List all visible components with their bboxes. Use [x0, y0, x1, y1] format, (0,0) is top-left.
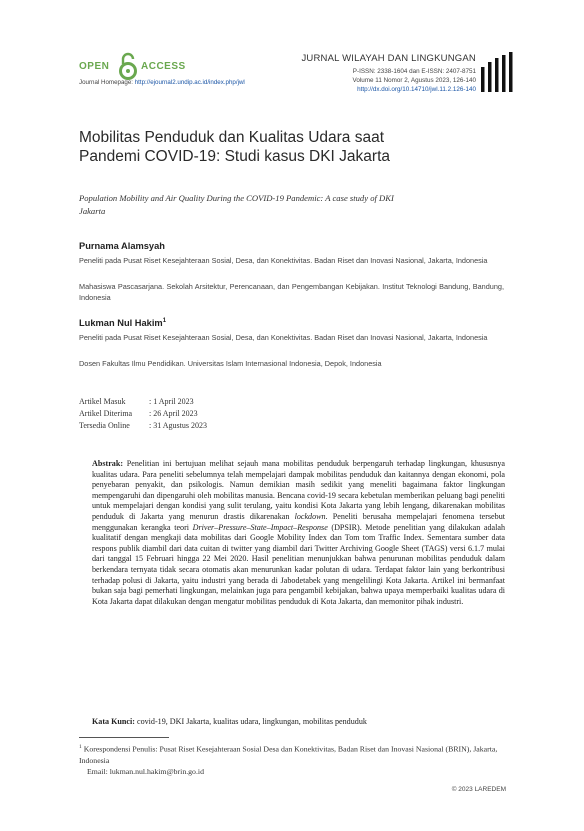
- open-access-logo-left: OPEN: [79, 61, 110, 72]
- footnote: $^1$ Korespondensi Penulis: Pusat Riset Kesejahteraan Sosial Desa dan Konektivitas, Badan Riset dan Inovasi Nasional (BRIN), Jakarta, Indonesia: [79, 744, 498, 765]
- author-affiliation: Mahasiswa Pascasarjana. Sekolah Arsitektur, Perencanaan, dan Pengembangan Kebijakan. Institut Teknologi Bandung, Bandung, Indonesia: [79, 282, 504, 302]
- article-dates: [79, 396, 207, 432]
- abstract: Abstrak: Penelitian ini bertujuan melihat sejauh mana mobilitas penduduk berpengaruh terhadap lingkungan, khususnya kualitas udara. Para peneliti sebelumnya telah mempelajari dampak mobilitas penduduk dan kaitannya dengan ekonomi, pola penyebaran penyakit, dan psikologis. Namun demikian masih sedikit yang meneliti bagaimana faktor lingkungan mempengaruhi dan dipengaruhi oleh mobilitas manusia. Bencana covid-19 secara kebetulan memberikan peluang bagi peneliti untuk mempelajari dengan kondisi yang sulit terulang, yaitu kondisi Kota Jakarta yang lebih lengang, dikarenakan mobilitas penduduk di Jakarta yang menurun drastis dikarenakan lockdown. Peneliti berusaha mempelajari fenomena tersebut menggunakan kerangka teori Driver–Pressure–State–Impact–Response (DPSIR). Metode penelitian yang dilakukan adalah kualitatif dengan mengkaji data mobilitas dari Google Mobility Index dan Tom tom Traffic Index. Sementara sumber data respons publik diambil dari data cuitan di twitter yang diambil dari Twitter Archiving Google Sheet (TAGS) versi 6.1.7 mulai dari tanggal 15 Februari hingga 22 Mei 2020. Hasil penelitian menunjukkan bahwa penurunan mobilitas penduduk dalam berkendara ternyata tidak secara otomatis akan menurunkan kadar polutan di udara. Terdapat faktor lain yang berkontribusi terhadap polusi di Jakarta, yaitu industri yang berada di Jabodetabek yang mengelilingi Kota Jakarta. Artikel ini bermanfaat bukan saja bagi pemerhati lingkungan, melainkan juga para pengambil kebijakan, bahwa upaya memperbaiki kualitas udara di Kota Jakarta dapat dilakukan dengan mengatur mobilitas penduduk di Kota Jakarta, dan memonitor pihak industri.: [92, 459, 506, 606]
- journal-issn: P-ISSN: 2338-1604 dan E-ISSN: 2407-8751: [352, 68, 476, 75]
- keywords: [92, 717, 505, 726]
- journal-volume: Volume 11 Nomor 2, Agustus 2023, 126-140: [352, 77, 476, 84]
- author-affiliation: Peneliti pada Pusat Riset Kesejahteraan Sosial, Desa, dan Konektivitas. Badan Riset dan Inovasi Nasional, Jakarta, Indonesia: [79, 333, 488, 342]
- footnote-marker: 1: [162, 318, 167, 324]
- homepage-label: Journal Homepage:: [79, 79, 135, 86]
- date-row-online: Tersedia Online : 31 Agustus 2023: [79, 421, 208, 430]
- journal-homepage: [79, 79, 245, 86]
- open-access-logo-right: ACCESS: [141, 61, 186, 72]
- date-row-received: Artikel Masuk : 1 April 2023: [79, 397, 194, 406]
- author-name: Lukman Nul Hakim$^1$: [79, 318, 167, 329]
- homepage-link[interactable]: http://ejournal2.undip.ac.id/index.php/jwl: [134, 79, 245, 86]
- article-title: Mobilitas Penduduk dan Kualitas Udara saat Pandemi COVID-19: Studi kasus DKI Jakarta: [79, 129, 390, 165]
- open-access-lock-icon: [117, 52, 139, 80]
- copyright-notice: © 2023 LAREDEM: [451, 786, 506, 793]
- article-title-english: Population Mobility and Air Quality During the COVID-19 Pandemic: A case study of DKI Jakarta: [79, 193, 394, 216]
- keywords-heading: Kata Kunci:: [92, 717, 135, 726]
- journal-info: [301, 53, 476, 93]
- footnote-divider: [79, 737, 169, 738]
- author-affiliation: Peneliti pada Pusat Riset Kesejahteraan Sosial, Desa, dan Konektivitas. Badan Riset dan Inovasi Nasional, Jakarta, Indonesia: [79, 256, 488, 265]
- keywords-list: covid-19, DKI Jakarta, kualitas udara, lingkungan, mobilitas penduduk: [134, 717, 367, 726]
- open-access-logo: [79, 52, 199, 82]
- corresponding-email[interactable]: Email: lukman.nul.hakim@brin.go.id: [87, 767, 204, 776]
- footnote-number: 1: [79, 744, 82, 750]
- doi-link[interactable]: http://dx.doi.org/10.14710/jwl.11.2.126-140: [357, 86, 476, 93]
- author-affiliation: Dosen Fakultas Ilmu Pendidikan. Universitas Islam Internasional Indonesia, Depok, Indonesia: [79, 359, 382, 368]
- abstract-heading: Abstrak:: [92, 459, 124, 468]
- journal-name: JURNAL WILAYAH DAN LINGKUNGAN: [301, 53, 476, 64]
- journal-barcode-logo: [481, 52, 515, 92]
- author-name: Purnama Alamsyah: [79, 241, 165, 251]
- date-row-accepted: Artikel Diterima : 26 April 2023: [79, 409, 198, 418]
